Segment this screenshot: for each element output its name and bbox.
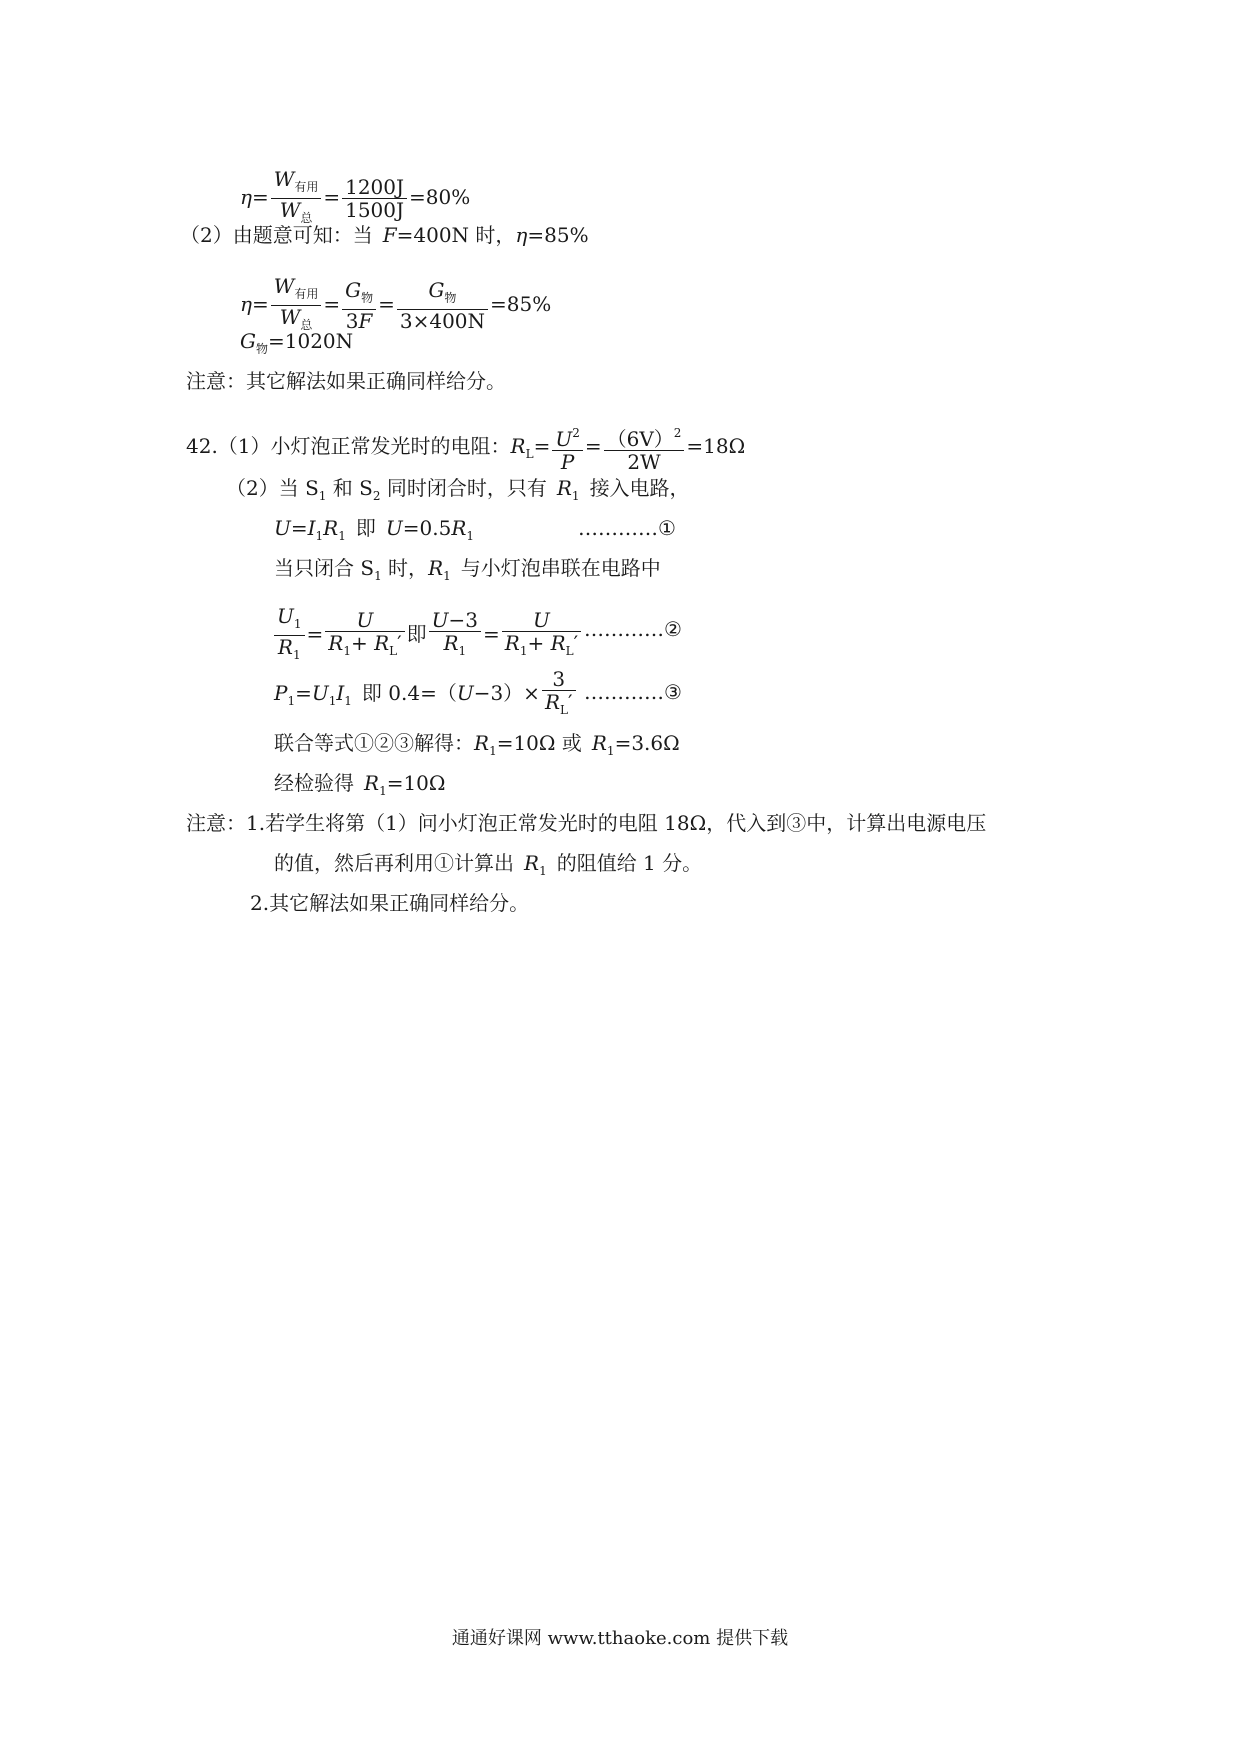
eta-symbol: η [240,292,252,316]
u-letter: U [274,516,291,540]
three: 3 [345,309,359,333]
fraction-u1-r1 [274,605,305,666]
equation-1 [274,515,474,549]
u-letter: U [311,681,329,705]
fraction-u-minus-3 [429,609,481,662]
equals: = [483,622,500,646]
result: =85% [490,292,552,316]
u-letter: U [555,427,573,451]
r-letter: R [277,635,293,659]
text: =0.5 [402,516,452,540]
prime: ′ [397,631,402,655]
r-letter: R [504,631,520,655]
l-sub: L [560,703,568,717]
square: 2 [673,426,682,440]
text: 的阻值给 1 分。 [556,851,703,875]
denominator: 2W [627,450,661,474]
solution-line [274,730,680,764]
minus-three: −3 [448,608,479,632]
sub: 1 [343,644,351,658]
check-line [274,770,446,804]
three: 3 [542,668,576,691]
text: 与小灯泡串联在电路中 [460,556,661,580]
text: 经检验得 [274,771,354,795]
r-letter: R [591,731,607,755]
r-letter: R [374,631,390,655]
fraction-g-1200 [397,279,488,332]
l-sub: L [525,447,534,461]
equation-3 [274,668,578,721]
marker-1: …………① [578,516,676,540]
g-letter: G [240,329,256,353]
sub: 1 [293,617,302,631]
sub: 1 [374,569,382,583]
r-letter: R [428,556,444,580]
sub: 1 [571,489,580,503]
eta-symbol: η [515,223,528,247]
l-sub: L [389,644,398,658]
w-letter: W [273,274,295,298]
text: 同时闭合时，只有 [380,476,547,500]
g-result [240,328,353,362]
fraction-work [271,168,322,229]
r-letter: R [451,516,467,540]
text: =10Ω 或 [496,731,582,755]
text: 当只闭合 S [274,556,375,580]
g-value: =1020N [268,329,354,353]
g-letter: G [345,278,362,302]
u-letter: U [325,609,404,632]
g-sub: 物 [361,291,374,305]
formula-efficiency-1 [240,168,470,229]
result: =18Ω [686,434,746,458]
l-sub: L [565,644,574,658]
equals: = [323,292,341,316]
numerator: （6V） [606,427,674,451]
r-letter: R [328,631,344,655]
text: =10Ω [386,771,446,795]
useful-sub: 有用 [294,287,319,301]
sub: 1 [443,569,451,583]
sub: 1 [344,694,352,708]
text: 联合等式①②③解得： [274,731,474,755]
text: 时， [381,556,429,580]
total-sub: 总 [300,318,313,332]
sub: 1 [539,864,547,878]
marker-3: …………③ [584,680,682,704]
equals: = [251,292,269,316]
fraction-u-sum-2 [502,609,581,662]
sub: 1 [328,694,337,708]
denominator: 1500J [345,198,405,222]
text: （2）当 S [226,476,319,500]
p-letter: P [274,681,288,705]
square: 2 [572,426,580,440]
intro-text-b: =400N 时， [396,223,516,247]
equals: = [251,185,269,209]
sub: 1 [466,529,475,543]
fraction-work [271,275,322,336]
equals: = [323,185,341,209]
sub: 1 [458,644,467,658]
plus: + [527,631,551,655]
note-2-line1: 注意：1.若学生将第（1）问小灯泡正常发光时的电阻 18Ω，代入到③中，计算出电源电压 [186,811,987,835]
text: 接入电路， [589,476,690,500]
prime: ′ [567,690,573,714]
u-letter: U [456,681,474,705]
equals: = [295,681,312,705]
numerator: 1200J [342,176,407,199]
sub: 1 [519,644,528,658]
fraction-g-3f [342,279,376,332]
q42-part2-intro [226,475,690,509]
part2-intro [180,222,589,248]
plus: + [350,631,375,655]
r-letter: R [443,631,459,655]
sub: 1 [489,744,497,758]
r-letter: R [323,516,339,540]
r-letter: R [550,631,566,655]
sub: 1 [287,694,296,708]
r-letter: R [556,476,572,500]
i-letter: I [307,516,316,540]
equals: = [533,434,551,458]
text: 的值，然后再利用①计算出 [274,851,514,875]
line-only-s1 [274,555,661,589]
fraction-values [342,176,407,221]
p-letter: P [560,450,575,474]
marker-2: …………② [584,617,682,641]
u-letter: U [431,608,449,632]
note-1: 注意：其它解法如果正确同样给分。 [186,369,506,393]
footer: 通通好课网 www.tthaoke.com 提供下载 [451,1628,789,1649]
equation-2 [272,605,583,666]
sub: 1 [318,489,327,503]
eta-symbol: η [240,185,252,209]
r-letter: R [544,690,561,714]
r-letter: R [524,851,540,875]
u-letter: U [502,609,581,632]
equals: = [306,622,324,646]
sub: 1 [292,648,301,662]
r-letter: R [364,771,380,795]
denominator: 3×400N [399,309,486,333]
formula-efficiency-2 [240,275,551,336]
text: 即 0.4=（ [361,681,457,705]
sub: 1 [338,529,346,543]
q42-label: 42.（1）小灯泡正常发光时的电阻： [186,434,511,458]
note-2-line2 [274,850,702,884]
u-letter: U [385,516,403,540]
equals: = [378,292,395,316]
equals: = [290,516,308,540]
text: 即 [406,622,427,646]
text: −3）× [473,681,540,705]
note-2-line3: 2.其它解法如果正确同样给分。 [250,891,530,915]
intro-text: （2）由题意可知：当 [180,223,373,247]
fraction-u-sum [325,609,404,662]
fraction-3-rl [542,668,576,721]
f-letter: F [382,223,397,247]
equals: = [584,434,602,458]
sub: 1 [315,529,324,543]
w-letter: W [273,167,295,191]
r-letter: R [510,434,526,458]
text: 即 [355,516,376,540]
total-sub: 总 [300,211,313,225]
w-letter: W [279,305,301,329]
r-letter: R [474,731,490,755]
useful-sub: 有用 [294,180,319,194]
q42-part1 [186,422,745,473]
w-letter: W [279,198,301,222]
sub: 1 [379,784,387,798]
fraction-u2-p [552,422,583,473]
text: 和 S [326,476,373,500]
g-sub: 物 [444,291,457,305]
f-letter: F [358,309,373,333]
result: =80% [409,185,471,209]
i-letter: I [336,681,345,705]
g-letter: G [428,278,445,302]
sub: 2 [372,489,381,503]
sub: 1 [606,744,615,758]
intro-text-c: =85% [527,223,589,247]
u-letter: U [277,604,294,628]
fraction-6v-2w [604,422,685,473]
g-sub: 物 [255,342,268,356]
text: =3.6Ω [614,731,680,755]
prime: ′ [573,631,579,655]
